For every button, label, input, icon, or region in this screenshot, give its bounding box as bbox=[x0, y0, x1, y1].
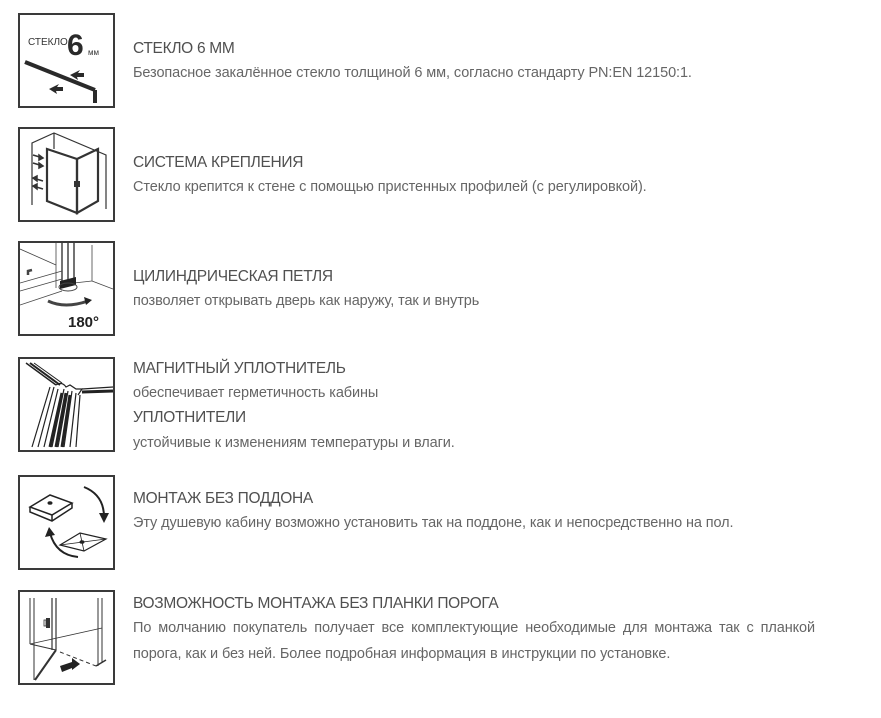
svg-text:мм: мм bbox=[88, 48, 99, 57]
svg-text:6: 6 bbox=[67, 29, 84, 62]
feature-title: ЦИЛИНДРИЧЕСКАЯ ПЕТЛЯ bbox=[133, 268, 333, 285]
feature-description: позволяет открывать дверь как наружу, так и внутрь bbox=[133, 293, 480, 309]
svg-text:СТЕКЛО: СТЕКЛО bbox=[28, 37, 68, 48]
feature-title: СТЕКЛО 6 ММ bbox=[133, 40, 235, 57]
feature-title: ВОЗМОЖНОСТЬ МОНТАЖА БЕЗ ПЛАНКИ ПОРОГА bbox=[133, 595, 499, 612]
feature-title: МАГНИТНЫЙ УПЛОТНИТЕЛЬ bbox=[133, 360, 346, 377]
feature-subtitle: УПЛОТНИТЕЛИ bbox=[133, 409, 246, 426]
glass-6mm-icon bbox=[18, 13, 115, 108]
no-tray-install-icon bbox=[18, 475, 115, 570]
feature-title: СИСТЕМА КРЕПЛЕНИЯ bbox=[133, 154, 304, 171]
svg-text:180°: 180° bbox=[68, 314, 100, 331]
feature-title: МОНТАЖ БЕЗ ПОДДОНА bbox=[133, 490, 313, 507]
magnetic-seal-icon bbox=[18, 357, 115, 452]
feature-description: обеспечивает герметичность кабины bbox=[133, 385, 379, 401]
feature-description: По молчанию покупатель получает все комплектующие необходимые для монтажа так с планкой порога, как и без ней. Более подробная информация в инструкции по установке. bbox=[133, 620, 815, 662]
cylindrical-hinge-icon bbox=[18, 241, 115, 336]
mounting-system-icon bbox=[18, 127, 115, 222]
feature-description: Безопасное закалённое стекло толщиной 6 мм, согласно стандарту PN:EN 12150:1. bbox=[133, 65, 692, 81]
feature-description: Стекло крепится к стене с помощью пристенных профилей (с регулировкой). bbox=[133, 179, 647, 195]
feature-description: Эту душевую кабину возможно установить так на поддоне, как и непосредственно на пол. bbox=[133, 515, 734, 531]
no-threshold-install-icon bbox=[18, 590, 115, 685]
feature-subdescription: устойчивые к изменениям температуры и влаги. bbox=[133, 435, 455, 451]
